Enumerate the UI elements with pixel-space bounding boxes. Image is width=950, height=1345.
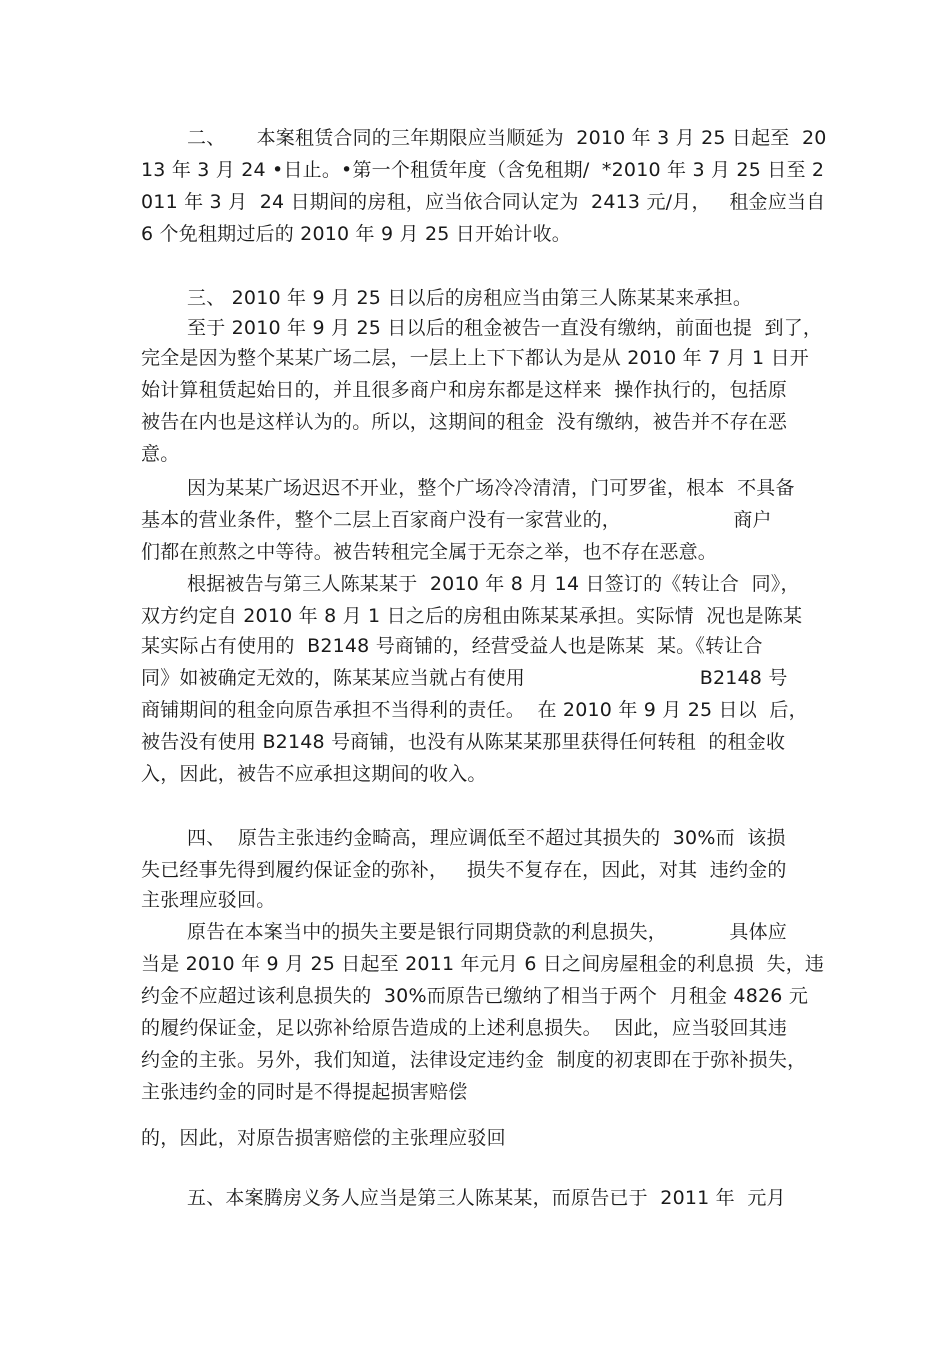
section-3-para-3-line-4: 同》如被确定无效的，陈某某应当就占有使用 B2148 号 [141, 667, 788, 689]
section-3-para-2-line-2: 基本的营业条件，整个二层上百家商户没有一家营业的， 商户 [141, 509, 772, 531]
section-4-para-1-line-4: 的履约保证金，足以弥补给原告造成的上述利息损失。 因此，应当驳回其违 [141, 1017, 788, 1039]
section-3-para-1-line-5: 意。 [141, 443, 180, 465]
section-4-para-1-line-1: 原告在本案当中的损失主要是银行同期贷款的利息损失， 具体应 [187, 921, 787, 943]
section-3-para-2-line-1: 因为某某广场迟迟不开业，整个广场冷冷清清，门可罗雀，根本 不具备 [187, 477, 795, 499]
section-3-para-1-line-3: 始计算租赁起始日的，并且很多商户和房东都是这样来 操作执行的，包括原 [141, 379, 788, 401]
section-2-line-4: 6 个免租期过后的 2010 年 9 月 25 日开始计收。 [141, 223, 571, 245]
section-4-para-2: 的，因此，对原告损害赔偿的主张理应驳回 [141, 1127, 506, 1149]
section-3-para-3-line-7: 入，因此，被告不应承担这期间的收入。 [141, 763, 487, 785]
section-5-heading: 五、本案腾房义务人应当是第三人陈某某，而原告已于 2011 年 元月 [187, 1187, 786, 1209]
section-3-para-3-line-5: 商铺期间的租金向原告承担不当得利的责任。 在 2010 年 9 月 25 日以 后， [141, 699, 808, 721]
section-2-line-1: 二、 本案租赁合同的三年期限应当顺延为 2010 年 3 月 25 日起至 20 [187, 127, 827, 149]
section-3-para-2-line-3: 们都在煎熬之中等待。被告转租完全属于无奈之举，也不存在恶意。 [141, 541, 718, 563]
section-4-para-1-line-2: 当是 2010 年 9 月 25 日起至 2011 年元月 6 日之间房屋租金的利息损 失，违 [141, 953, 825, 975]
section-3-para-1-line-2: 完全是因为整个某某广场二层，一层上上下下都认为是从 2010 年 7 月 1 日开 [141, 347, 809, 369]
section-3-para-3-line-3: 某实际占有使用的 B2148 号商铺的，经营受益人也是陈某 某。《转让合 [141, 635, 763, 657]
section-4-heading-line-2: 失已经事先得到履约保证金的弥补， 损失不复存在，因此，对其 违约金的 [141, 859, 787, 881]
section-3-para-3-line-1: 根据被告与第三人陈某某于 2010 年 8 月 14 日签订的《转让合 同》， [187, 573, 800, 595]
section-4-para-1-line-5: 约金的主张。另外，我们知道，法律设定违约金 制度的初衷即在于弥补损失， [141, 1049, 807, 1071]
section-4-para-1-line-6: 主张违约金的同时是不得提起损害赔偿 [141, 1081, 468, 1103]
section-4-heading-line-1: 四、 原告主张违约金畸高，理应调低至不超过其损失的 30%而 该损 [187, 827, 786, 849]
section-3-heading: 三、 2010 年 9 月 25 日以后的房租应当由第三人陈某某来承担。 [187, 287, 753, 309]
section-3-para-1-line-4: 被告在内也是这样认为的。所以，这期间的租金 没有缴纳，被告并不存在恶 [141, 411, 788, 433]
section-3-para-3-line-2: 双方约定自 2010 年 8 月 1 日之后的房租由陈某某承担。实际情 况也是陈某 [141, 605, 803, 627]
section-3-para-3-line-6: 被告没有使用 B2148 号商铺，也没有从陈某某那里获得任何转租 的租金收 [141, 731, 786, 753]
section-3-para-1-line-1: 至于 2010 年 9 月 25 日以后的租金被告一直没有缴纳，前面也提 到了， [187, 317, 823, 339]
section-4-heading-line-3: 主张理应驳回。 [141, 889, 276, 911]
section-2-line-2: 13 年 3 月 24 •日止。•第一个租赁年度（含免租期/ *2010 年 3 月 25 日至 2 [141, 159, 825, 181]
section-4-para-1-line-3: 约金不应超过该利息损失的 30%而原告已缴纳了相当于两个 月租金 4826 元 [141, 985, 809, 1007]
section-2-line-3: 011 年 3 月 24 日期间的房租，应当依合同认定为 2413 元/月， 租金应当自 [141, 191, 826, 213]
